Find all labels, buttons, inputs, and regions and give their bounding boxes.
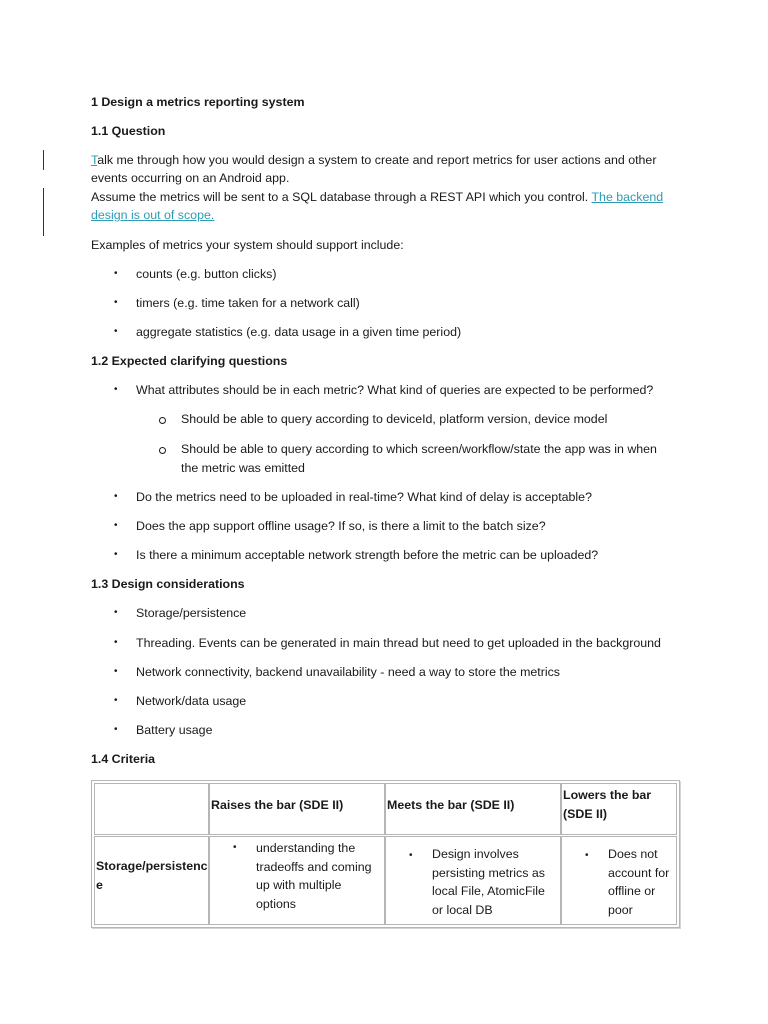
header-lowers-bar-continued: (SDE II) bbox=[563, 807, 608, 821]
criteria-table bbox=[91, 780, 680, 928]
backend-scope-link[interactable]: The backend bbox=[591, 190, 664, 204]
table-header-cell bbox=[561, 783, 677, 835]
row-label: Storage/persistenc bbox=[96, 859, 208, 873]
bullet-icon: • bbox=[114, 384, 118, 395]
subsection-heading: 1.2 Expected clarifying questions bbox=[91, 354, 288, 368]
sub-list-item-continued: the metric was emitted bbox=[181, 461, 305, 475]
table-cell bbox=[561, 836, 677, 925]
cell-line: persisting metrics as bbox=[432, 866, 545, 880]
revision-change-bar bbox=[43, 188, 44, 236]
cell-line: understanding the bbox=[256, 841, 356, 855]
bullet-icon: • bbox=[114, 695, 118, 706]
list-item: Battery usage bbox=[136, 723, 213, 737]
cell-line: options bbox=[256, 897, 296, 911]
cell-line: account for bbox=[608, 866, 670, 880]
backend-scope-link-continued[interactable]: design is out of scope. bbox=[91, 208, 215, 222]
table-header-cell bbox=[209, 783, 385, 835]
cell-line: Design involves bbox=[432, 847, 519, 861]
list-item: Threading. Events can be generated in main thread but need to get uploaded in the background bbox=[136, 636, 661, 650]
list-item: Storage/persistence bbox=[136, 606, 247, 620]
list-item: Does the app support offline usage? If so, is there a limit to the batch size? bbox=[136, 519, 546, 533]
bullet-icon: • bbox=[114, 520, 118, 531]
paragraph-line: events occurring on an Android app. bbox=[91, 171, 290, 185]
bullet-icon: • bbox=[233, 842, 237, 853]
list-item: Network connectivity, backend unavailability - need a way to store the metrics bbox=[136, 665, 561, 679]
header-raises-bar: Raises the bar (SDE II) bbox=[211, 798, 344, 812]
row-label-continued: e bbox=[96, 878, 103, 892]
sub-list-item: Should be able to query according to which screen/workflow/state the app was in when bbox=[181, 442, 657, 456]
bullet-icon: • bbox=[114, 724, 118, 735]
bullet-icon: • bbox=[114, 666, 118, 677]
list-item: Is there a minimum acceptable network strength before the metric can be uploaded? bbox=[136, 548, 599, 562]
cell-line: Does not bbox=[608, 847, 658, 861]
list-item: Network/data usage bbox=[136, 694, 247, 708]
table-row-label-cell bbox=[94, 836, 209, 925]
header-meets-bar: Meets the bar (SDE II) bbox=[387, 798, 515, 812]
list-item: What attributes should be in each metric? What kind of queries are expected to be performed? bbox=[136, 383, 654, 397]
paragraph-line bbox=[91, 188, 663, 207]
sub-list-item: Should be able to query according to deviceId, platform version, device model bbox=[181, 412, 608, 426]
cell-line: tradeoffs and coming bbox=[256, 860, 372, 874]
subsection-heading: 1.3 Design considerations bbox=[91, 577, 245, 591]
paragraph-text: Assume the metrics will be sent to a SQL database through a REST API which you control. bbox=[91, 190, 589, 204]
table-cell bbox=[209, 836, 385, 925]
revision-change-bar bbox=[43, 150, 44, 170]
circle-bullet-icon bbox=[159, 417, 166, 424]
circle-bullet-icon bbox=[159, 447, 166, 454]
cell-line: or local DB bbox=[432, 903, 493, 917]
bullet-icon: • bbox=[114, 326, 118, 337]
bullet-icon: • bbox=[585, 850, 589, 861]
paragraph-line bbox=[91, 151, 656, 170]
bullet-icon: • bbox=[114, 268, 118, 279]
list-item: counts (e.g. button clicks) bbox=[136, 267, 277, 281]
bullet-icon: • bbox=[114, 549, 118, 560]
list-item: Do the metrics need to be uploaded in real-time? What kind of delay is acceptable? bbox=[136, 490, 592, 504]
bullet-icon: • bbox=[114, 297, 118, 308]
cell-line: offline or bbox=[608, 884, 656, 898]
table-cell bbox=[385, 836, 561, 925]
bullet-icon: • bbox=[114, 491, 118, 502]
header-lowers-bar: Lowers the bar bbox=[563, 788, 652, 802]
cell-line: up with multiple bbox=[256, 878, 342, 892]
bullet-icon: • bbox=[114, 607, 118, 618]
cell-line: local File, AtomicFile bbox=[432, 884, 545, 898]
list-item: aggregate statistics (e.g. data usage in a given time period) bbox=[136, 325, 462, 339]
examples-intro: Examples of metrics your system should support include: bbox=[91, 238, 404, 252]
paragraph-text: alk me through how you would design a system to create and report metrics for user actions and other bbox=[97, 153, 657, 167]
subsection-heading: 1.1 Question bbox=[91, 124, 166, 138]
cell-line: poor bbox=[608, 903, 633, 917]
revision-marked-letter: T bbox=[91, 153, 98, 167]
table-header-cell bbox=[385, 783, 561, 835]
bullet-icon: • bbox=[409, 850, 413, 861]
section-heading: 1 Design a metrics reporting system bbox=[91, 95, 305, 109]
list-item: timers (e.g. time taken for a network call) bbox=[136, 296, 360, 310]
subsection-heading: 1.4 Criteria bbox=[91, 752, 156, 766]
table-header-cell-empty bbox=[94, 783, 209, 835]
bullet-icon: • bbox=[114, 637, 118, 648]
